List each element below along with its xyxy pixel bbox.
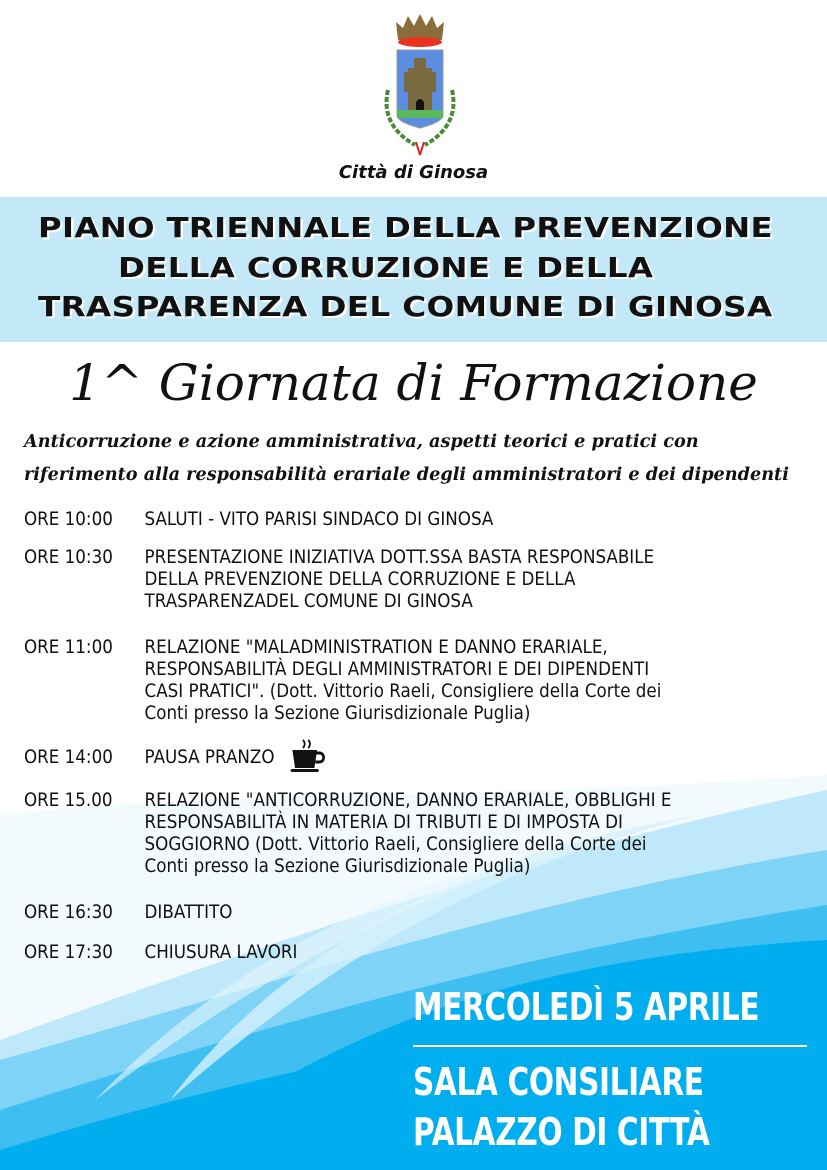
coat-of-arms-logo: [370, 10, 470, 160]
city-name: Città di Ginosa: [338, 162, 489, 183]
agenda-time: ORE 17:30: [24, 941, 113, 963]
subtitle-line: riferimento alla responsabilità erariale degli amministratori e dei dipendenti: [24, 465, 789, 485]
agenda-line: SALUTI - VITO PARISI SINDACO DI GINOSA: [144, 508, 494, 530]
agenda-line: RESPONSABILITÀ DEGLI AMMINISTRATORI E DEI DIPENDENTI: [144, 658, 650, 680]
agenda-item: [24, 636, 661, 724]
agenda-line: Conti presso la Sezione Giurisdizionale Puglia): [144, 702, 531, 724]
coffee-cup-icon: [289, 738, 326, 774]
agenda-description: [145, 789, 672, 877]
agenda-item: [24, 941, 297, 963]
event-venue: SALA CONSILIARE: [413, 1060, 704, 1104]
agenda-item: [24, 746, 326, 774]
divider: [413, 1045, 807, 1047]
agenda-line: CASI PRATICI". (Dott. Vittorio Raeli, Consigliere della Corte dei: [144, 680, 662, 702]
agenda-line: DELLA PREVENZIONE DELLA CORRUZIONE E DELLA: [144, 568, 576, 590]
agenda-item: [24, 508, 493, 530]
agenda-line: DIBATTITO: [144, 901, 233, 923]
banner-line: TRASPARENZA DEL COMUNE DI GINOSA: [38, 290, 773, 323]
title-banner: [0, 197, 827, 342]
agenda-time: ORE 10:30: [24, 546, 113, 568]
agenda-time: ORE 16:30: [24, 901, 113, 923]
agenda-item: [24, 901, 232, 923]
agenda-time: ORE 11:00: [24, 636, 113, 658]
agenda-time: ORE 10:00: [24, 508, 113, 530]
agenda-line: Conti presso la Sezione Giurisdizionale Puglia): [144, 855, 531, 877]
agenda-description: [145, 746, 275, 768]
subtitle-line: Anticorruzione e azione amministrativa, aspetti teorici e pratici con: [24, 432, 699, 452]
agenda-time: ORE 14:00: [24, 746, 113, 768]
agenda-time: ORE 15.00: [24, 789, 113, 811]
agenda-line: RESPONSABILITÀ IN MATERIA DI TRIBUTI E DI IMPOSTA DI: [144, 811, 623, 833]
banner-line: PIANO TRIENNALE DELLA PREVENZIONE: [38, 211, 773, 244]
agenda-line: TRASPARENZADEL COMUNE DI GINOSA: [144, 590, 473, 612]
event-title: 1^ Giornata di Formazione: [69, 354, 758, 412]
agenda-description: [145, 636, 662, 724]
agenda-description: [145, 901, 233, 923]
agenda-line: RELAZIONE "MALADMINISTRATION E DANNO ERARIALE,: [144, 636, 608, 658]
agenda-description: [145, 546, 655, 612]
agenda-description: [145, 941, 298, 963]
banner-line: DELLA CORRUZIONE E DELLA: [118, 251, 654, 284]
agenda-line: PRESENTAZIONE INIZIATIVA DOTT.SSA BASTA RESPONSABILE: [144, 546, 655, 568]
agenda-item: [24, 789, 671, 877]
agenda-description: [145, 508, 494, 530]
agenda-line: RELAZIONE "ANTICORRUZIONE, DANNO ERARIALE, OBBLIGHI E: [144, 789, 672, 811]
event-venue-building: PALAZZO DI CITTÀ: [413, 1110, 710, 1154]
agenda-line: PAUSA PRANZO: [144, 746, 275, 768]
agenda-line: CHIUSURA LAVORI: [144, 941, 298, 963]
agenda-item: [24, 546, 654, 612]
agenda-line: SOGGIORNO (Dott. Vittorio Raeli, Consigliere della Corte dei: [144, 833, 647, 855]
event-date: MERCOLEDÌ 5 APRILE: [413, 985, 760, 1029]
